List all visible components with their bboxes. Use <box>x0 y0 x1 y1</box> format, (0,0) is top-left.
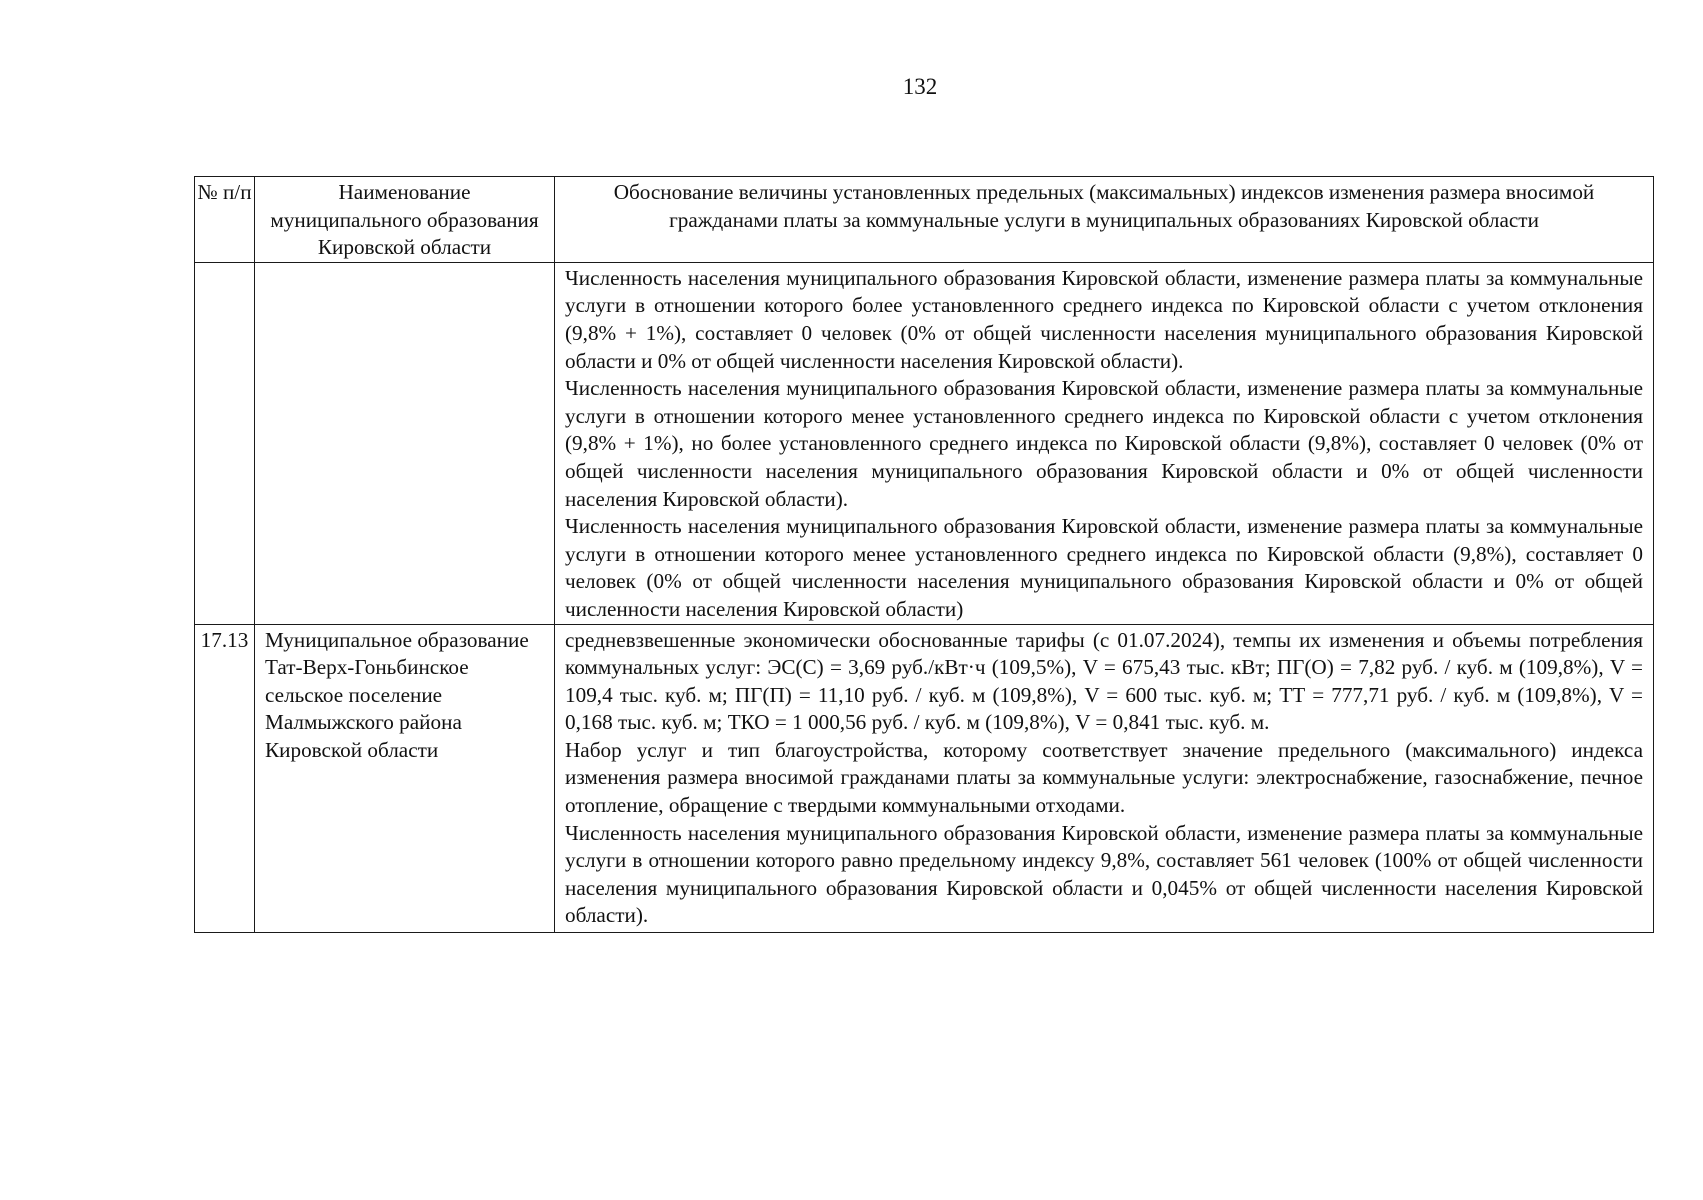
justification-paragraph: Численность населения муниципального образования Кировской области, изменение размера платы за коммунальные услуги в отношении которого менее установленного среднего индекса по Кировской области с учетом отклонения (9,8% + 1%), но более установленного среднего индекса по Кировской области (9,8%), составляет 0 человек (0% от общей численности населения муниципального образования Кировской области и 0% от общей численности населения Кировской области). <box>565 376 1643 511</box>
municipality-name <box>255 262 555 624</box>
justification-text <box>555 624 1654 933</box>
row-number <box>195 262 255 624</box>
justification-paragraph: Численность населения муниципального образования Кировской области, изменение размера платы за коммунальные услуги в отношении которого менее установленного среднего индекса по Кировской области (9,8%), составляет 0 человек (0% от общей численности населения муниципального образования Кировской области и 0% от общей численности населения Кировской области) <box>565 514 1643 621</box>
header-municipality-name: Наименование муниципального образования Кировской области <box>255 177 555 263</box>
header-justification: Обоснование величины установленных предельных (максимальных) индексов изменения размера вносимой гражданами платы за коммунальные услуги в муниципальных образованиях Кировской области <box>555 177 1654 263</box>
municipality-name: Муниципальное образование Тат-Верх-Гоньбинское сельское поселение Малмыжского района Кировской области <box>255 624 555 933</box>
justification-paragraph: Набор услуг и тип благоустройства, которому соответствует значение предельного (максимального) индекса изменения размера вносимой гражданами платы за коммунальные услуги: электроснабжение, газоснабжение, печное отопление, обращение с твердыми коммунальными отходами. <box>565 737 1643 818</box>
index-justification-table <box>194 176 1654 933</box>
header-number: № п/п <box>195 177 255 263</box>
row-number: 17.13 <box>195 624 255 933</box>
table-row <box>195 262 1654 624</box>
table-header-row <box>195 177 1654 263</box>
justification-paragraph: средневзвешенные экономически обоснованные тарифы (с 01.07.2024), темпы их изменения и объемы потребления коммунальных услуг: ЭС(С) = 3,69 руб./кВт·ч (109,5%), V = 675,43 тыс. кВт; ПГ(О) = 7,82 руб. / куб. м (109,8%), V = 109,4 тыс. куб. м; ПГ(П) = 11,10 руб. / куб. м (109,8%), V = 600 тыс. куб. м; ТТ = 777,71 руб. / куб. м (109,8%), V = 0,168 тыс. куб. м; ТКО = 1 000,56 руб. / куб. м (109,8%), V = 0,841 тыс. куб. м. <box>565 627 1643 735</box>
page-number: 132 <box>902 74 938 99</box>
table-row <box>195 624 1654 933</box>
justification-paragraph: Численность населения муниципального образования Кировской области, изменение размера платы за коммунальные услуги в отношении которого равно предельному индексу 9,8%, составляет 561 человек (100% от общей численности населения муниципального образования Кировской области и 0,045% от общей численности населения Кировской области). <box>565 820 1643 928</box>
justification-paragraph: Численность населения муниципального образования Кировской области, изменение размера платы за коммунальные услуги в отношении которого более установленного среднего индекса по Кировской области с учетом отклонения (9,8% + 1%), составляет 0 человек (0% от общей численности населения муниципального образования Кировской области и 0% от общей численности населения Кировской области). <box>565 265 1643 373</box>
justification-text <box>555 262 1654 624</box>
